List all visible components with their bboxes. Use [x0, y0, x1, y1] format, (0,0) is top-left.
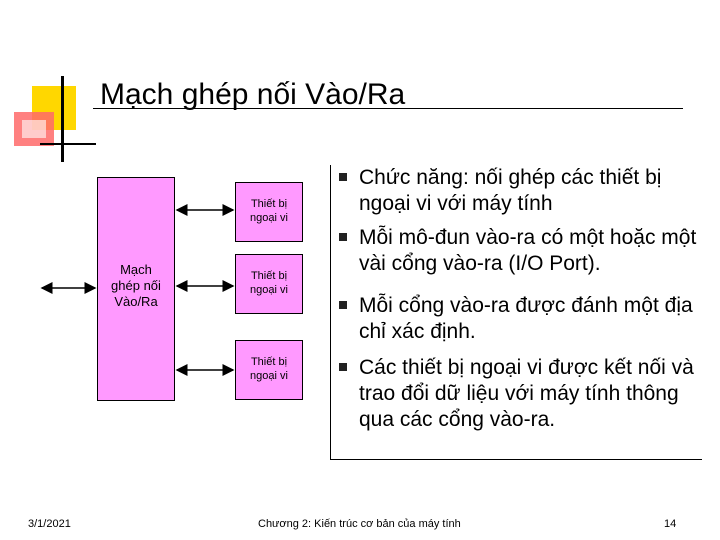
bullet-item [359, 165, 704, 217]
io-interface-label: Mạch ghép nối Vào/Ra [111, 262, 161, 309]
footer-page-number: 14 [664, 518, 677, 530]
footer-chapter: Chương 2: Kiến trúc cơ bản của máy tính [258, 518, 461, 530]
bullet-text: Các thiết bị ngoại vi được kết nối và trao đổi dữ liệu với máy tính thông qua các cổng vào-ra. [359, 356, 694, 431]
bullet-square-icon [339, 233, 347, 241]
bullet-square-icon [339, 363, 347, 371]
peripheral-device-3 [235, 340, 303, 400]
slide-title: Mạch ghép nối Vào/Ra [100, 78, 406, 111]
bullet-square-icon [339, 173, 347, 181]
bullet-item [359, 225, 704, 277]
peripheral-device-2 [235, 254, 303, 314]
bullet-item [359, 355, 704, 433]
peripheral-device-1 [235, 182, 303, 242]
bullet-list [330, 165, 702, 460]
bullet-text: Mỗi cổng vào-ra được đánh một địa chỉ xác định. [359, 294, 693, 343]
peripheral-device-label: Thiết bị ngoại vi [250, 356, 288, 382]
footer-date: 3/1/2021 [28, 518, 71, 530]
peripheral-device-label: Thiết bị ngoại vi [250, 198, 288, 224]
bullet-text: Mỗi mô-đun vào-ra có một hoặc một vài cổng vào-ra (I/O Port). [359, 226, 697, 275]
bullet-square-icon [339, 301, 347, 309]
peripheral-device-label: Thiết bị ngoại vi [250, 270, 288, 296]
bullet-item [359, 293, 704, 345]
bullet-text: Chức năng: nối ghép các thiết bị ngoại vi với máy tính [359, 166, 662, 215]
